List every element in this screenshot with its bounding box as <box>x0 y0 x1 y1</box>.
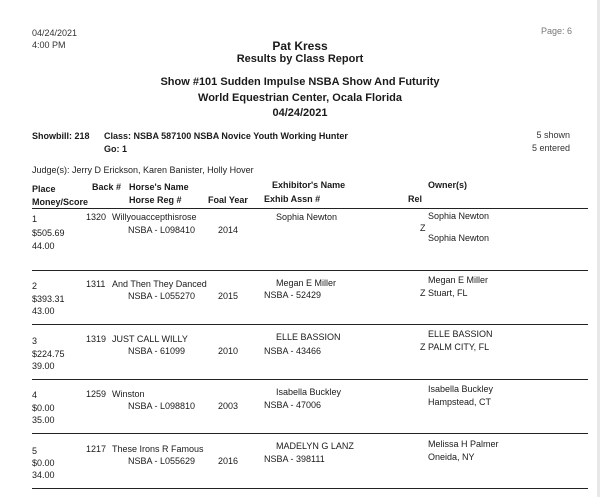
row-1-reg: NSBA - L098410 <box>128 225 196 235</box>
header-horse-reg: Horse Reg # <box>129 195 182 205</box>
report-owner-name: Pat Kress <box>272 39 328 53</box>
row-4-score: 35.00 <box>32 415 55 425</box>
row-3-horse: JUST CALL WILLY <box>112 334 188 344</box>
row-1-owner-address: Sophia Newton <box>428 233 490 243</box>
header-divider <box>32 208 588 209</box>
row-3-assn: NSBA - 43466 <box>264 346 322 356</box>
row-5-year: 2016 <box>218 456 239 466</box>
row-1-horse: Willyouaccepthisrose <box>112 212 197 222</box>
row-4-assn: NSBA - 47006 <box>264 400 322 410</box>
page-number: Page: 6 <box>540 26 572 36</box>
entered-count: 5 entered <box>531 143 570 153</box>
row-2-score: 43.00 <box>32 306 55 316</box>
row-1-money: $505.69 <box>32 228 65 238</box>
show-date: 04/24/2021 <box>272 107 328 119</box>
row-2-reg: NSBA - L055270 <box>128 291 196 301</box>
row-2-rel: Z <box>420 288 426 298</box>
row-5-money: $0.00 <box>32 458 55 468</box>
row-2-assn: NSBA - 52429 <box>264 290 322 300</box>
row-1-place: 1 <box>32 214 38 224</box>
header-back-number: Back # <box>92 182 122 192</box>
row-5-back: 1217 <box>86 444 107 454</box>
row-5-place: 5 <box>32 446 38 456</box>
row-divider <box>32 324 588 325</box>
header-foal-year: Foal Year <box>208 195 248 205</box>
row-5-horse: These Irons R Famous <box>112 444 204 454</box>
row-divider <box>32 379 588 380</box>
row-3-place: 3 <box>32 336 38 346</box>
header-owners: Owner(s) <box>428 180 468 190</box>
row-divider <box>32 488 588 489</box>
row-3-back: 1319 <box>86 334 107 344</box>
row-4-horse: Winston <box>112 389 145 399</box>
row-5-score: 34.00 <box>32 470 55 480</box>
row-1-year: 2014 <box>218 225 239 235</box>
row-4-exhibitor: Isabella Buckley <box>276 387 342 397</box>
header-exhibitor-name: Exhibitor's Name <box>272 180 346 190</box>
shown-count: 5 shown <box>536 130 570 140</box>
header-money-score: Money/Score <box>32 197 89 207</box>
row-divider <box>32 433 588 434</box>
row-4-owner: Isabella Buckley <box>428 384 494 394</box>
show-title: Show #101 Sudden Impulse NSBA Show And Futurity <box>160 76 440 88</box>
row-3-reg: NSBA - 61099 <box>128 346 186 356</box>
header-horse-name: Horse's Name <box>129 182 189 192</box>
row-3-year: 2010 <box>218 346 239 356</box>
row-2-owner-address: Stuart, FL <box>428 288 468 298</box>
show-venue: World Equestrian Center, Ocala Florida <box>198 92 402 104</box>
row-2-horse: And Then They Danced <box>112 279 207 289</box>
row-divider <box>32 270 588 271</box>
row-5-owner: Melissa H Palmer <box>428 439 499 449</box>
row-3-owner: ELLE BASSION <box>428 329 493 339</box>
row-3-exhibitor: ELLE BASSION <box>276 332 341 342</box>
row-4-place: 4 <box>32 390 38 400</box>
row-3-money: $224.75 <box>32 349 65 359</box>
row-4-owner-address: Hampstead, CT <box>428 397 492 407</box>
row-3-score: 39.00 <box>32 361 55 371</box>
header-rel: Rel <box>408 194 423 204</box>
row-4-money: $0.00 <box>32 403 55 413</box>
judges-line: Judge(s): Jerry D Erickson, Karen Banister, Holly Hover <box>32 165 254 175</box>
row-2-owner: Megan E Miller <box>428 275 489 285</box>
row-5-assn: NSBA - 398111 <box>264 454 325 464</box>
row-1-exhibitor: Sophia Newton <box>276 212 338 222</box>
row-1-score: 44.00 <box>32 241 55 251</box>
row-5-reg: NSBA - L055629 <box>128 456 196 466</box>
row-4-reg: NSBA - L098810 <box>128 401 196 411</box>
row-2-back: 1311 <box>86 279 106 289</box>
report-subtitle: Results by Class Report <box>236 53 364 65</box>
report-time: 4:00 PM <box>32 40 66 50</box>
row-3-rel: Z <box>420 342 426 352</box>
showbill-number: Showbill: 218 <box>32 131 90 141</box>
class-name: Class: NSBA 587100 NSBA Novice Youth Working Hunter <box>104 131 348 141</box>
row-2-place: 2 <box>32 281 38 291</box>
row-2-exhibitor: Megan E Miller <box>276 278 337 288</box>
row-5-exhibitor: MADELYN G LANZ <box>276 441 354 451</box>
header-place: Place <box>32 184 56 194</box>
row-1-back: 1320 <box>86 212 107 222</box>
row-2-money: $393.31 <box>32 294 65 304</box>
header-exhib-assn: Exhib Assn # <box>264 194 321 204</box>
row-4-back: 1259 <box>86 389 107 399</box>
go-number: Go: 1 <box>104 144 128 154</box>
row-4-year: 2003 <box>218 401 239 411</box>
row-3-owner-address: PALM CITY, FL <box>428 342 490 352</box>
row-1-owner: Sophia Newton <box>428 211 490 221</box>
report-date: 04/24/2021 <box>32 28 78 38</box>
row-1-rel: Z <box>420 223 426 233</box>
row-2-year: 2015 <box>218 291 239 301</box>
row-5-owner-address: Oneida, NY <box>428 452 475 462</box>
